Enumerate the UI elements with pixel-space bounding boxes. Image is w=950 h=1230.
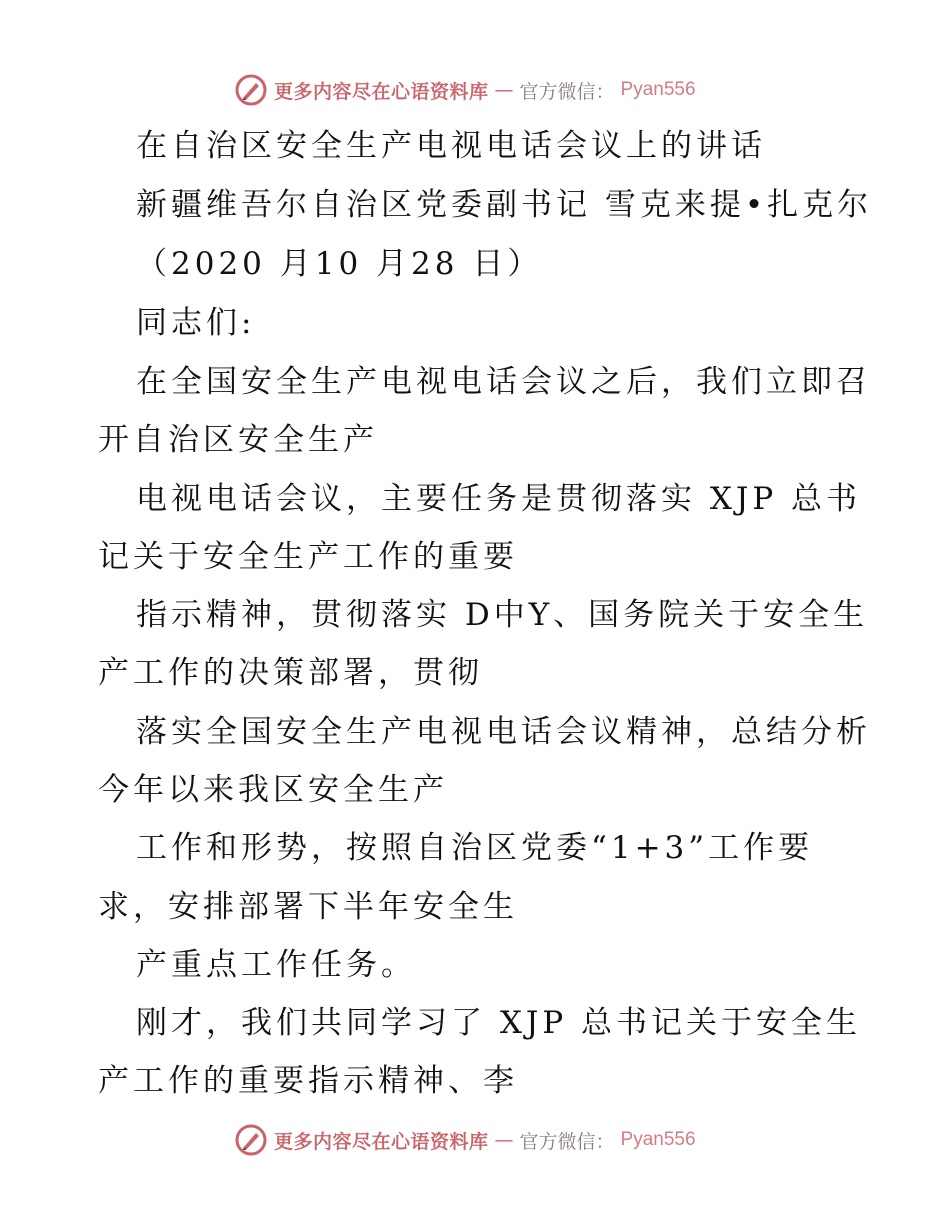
salutation: 同志们: <box>136 305 256 341</box>
watermark-separator: — <box>494 79 514 101</box>
text-line: 求，安排部署下半年安全生 <box>98 889 518 925</box>
text-line: 在全国安全生产电视电话会议之后，我们立即召 <box>136 364 871 400</box>
text-line: 今年以来我区安全生产 <box>98 772 448 808</box>
text-line: 产重点工作任务。 <box>136 947 416 983</box>
speaker-line: 新疆维吾尔自治区党委副书记 雪克来提•扎克尔 <box>136 187 873 223</box>
date-line: （2020 月10 月28 日） <box>136 246 543 282</box>
text-line: 电视电话会议，主要任务是贯彻落实 XJP 总书 <box>136 481 862 517</box>
pen-circle-logo-icon <box>234 73 268 107</box>
watermark-account: Pyan556 <box>620 79 696 100</box>
text-line: 指示精神，贯彻落实 D中Y、国务院关于安全生 <box>136 597 869 633</box>
watermark-sub-text: 官方微信： <box>519 1130 615 1153</box>
watermark-separator: — <box>494 1129 514 1151</box>
watermark-main-text: 更多内容尽在心语资料库 <box>274 1130 489 1153</box>
watermark-sub-text: 官方微信： <box>519 80 615 103</box>
text-line: 产工作的重要指示精神、李 <box>98 1063 518 1099</box>
text-line: 工作和形势，按照自治区党委“1+3”工作要 <box>136 830 814 866</box>
text-line: 记关于安全生产工作的重要 <box>98 539 518 575</box>
text-line: 开自治区安全生产 <box>98 422 378 458</box>
speech-title: 在自治区安全生产电视电话会议上的讲话 <box>136 128 766 164</box>
watermark-main-text: 更多内容尽在心语资料库 <box>274 80 489 103</box>
watermark-account: Pyan556 <box>620 1129 696 1150</box>
text-line: 刚才，我们共同学习了 XJP 总书记关于安全生 <box>136 1005 862 1041</box>
pen-circle-logo-icon <box>234 1123 268 1157</box>
text-line: 产工作的决策部署，贯彻 <box>98 655 483 691</box>
text-line: 落实全国安全生产电视电话会议精神，总结分析 <box>136 714 871 750</box>
footer-watermark <box>234 1122 754 1158</box>
header-watermark <box>234 72 754 108</box>
